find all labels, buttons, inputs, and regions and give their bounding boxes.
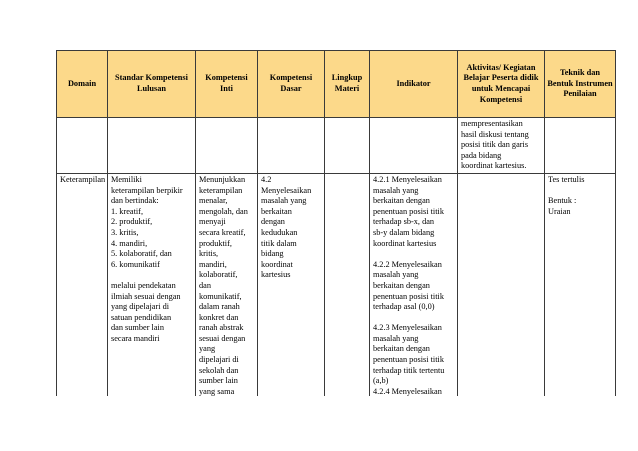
page-bottom-margin	[56, 396, 616, 451]
header-teknik: Teknik dan Bentuk Instrumen Penilaian	[545, 51, 616, 118]
header-kompetensi-inti: Kompetensi Inti	[196, 51, 258, 118]
cell-domain	[57, 173, 108, 416]
cell-indikator	[370, 118, 458, 174]
cell-teknik	[545, 173, 616, 416]
ki-text: Menunjukkan keterampilan menalar, mengolah, dan menyaji secara kreatif, produktif, kritis, mandiri, kolaboratif, dan komunikatif, dalam ranah konkret dan ranah abstrak sesuai dengan yang dipelajari di sekolah dan sumber lain yang sama	[199, 174, 248, 396]
cell-kd	[258, 118, 325, 174]
cell-kd	[258, 173, 325, 416]
header-standar-kompetensi: Standar Kompetensi Lulusan	[108, 51, 196, 118]
domain-text: Keterampilan	[60, 174, 106, 184]
syllabus-table	[56, 50, 616, 417]
cell-teknik	[545, 118, 616, 174]
header-indikator: Indikator	[370, 51, 458, 118]
cell-indikator	[370, 173, 458, 416]
kd-text: 4.2 Menyelesaikan masalah yang berkaitan dengan kedudukan titik dalam bidang koordinat kartesius	[261, 174, 312, 280]
cell-standar	[108, 118, 196, 174]
cell-lingkup	[325, 118, 370, 174]
header-aktivitas: Aktivitas/ Kegiatan Belajar Peserta didik untuk Mencapai Kompetensi	[458, 51, 545, 118]
indikator-text: 4.2.1 Menyelesaikan masalah yang berkaitan dengan penentuan posisi titik terhadap sb-x, dan sb-y dalam bidang koordinat kartesius 4.2.2 Menyelesaikan masalah yang berkaitan dengan penentuan posisi titik terhadap asal (0,0) 4.2.3 Menyelesaikan masalah yang berkaitan dengan penentuan posisi titik terhadap titik tertentu (a,b) 4.2.4 Menyelesaikan	[373, 174, 445, 396]
cell-aktivitas	[458, 118, 545, 174]
header-row	[57, 51, 616, 118]
table-row	[57, 173, 616, 416]
cell-domain	[57, 118, 108, 174]
header-lingkup-materi: Lingkup Materi	[325, 51, 370, 118]
standar-text: Memiliki keterampilan berpikir dan bertindak: 1. kreatif, 2. produktif, 3. kritis, 4. mandiri, 5. kolaboratif, dan 6. komunikatif melalui pendekatan ilmiah sesuai dengan yang dipelajari di satuan pendidikan dan sumber lain secara mandiri	[111, 174, 183, 343]
cell-ki	[196, 118, 258, 174]
cell-ki	[196, 173, 258, 416]
teknik-text: Tes tertulis Bentuk : Uraian	[548, 174, 585, 216]
header-domain: Domain	[57, 51, 108, 118]
header-kompetensi-dasar: Kompetensi Dasar	[258, 51, 325, 118]
aktivitas-text: mempresentasikan hasil diskusi tentang posisi titik dan garis pada bidang koordinat kartesius.	[461, 119, 529, 171]
cell-aktivitas	[458, 173, 545, 416]
cell-lingkup	[325, 173, 370, 416]
table-row	[57, 118, 616, 174]
cell-standar	[108, 173, 196, 416]
